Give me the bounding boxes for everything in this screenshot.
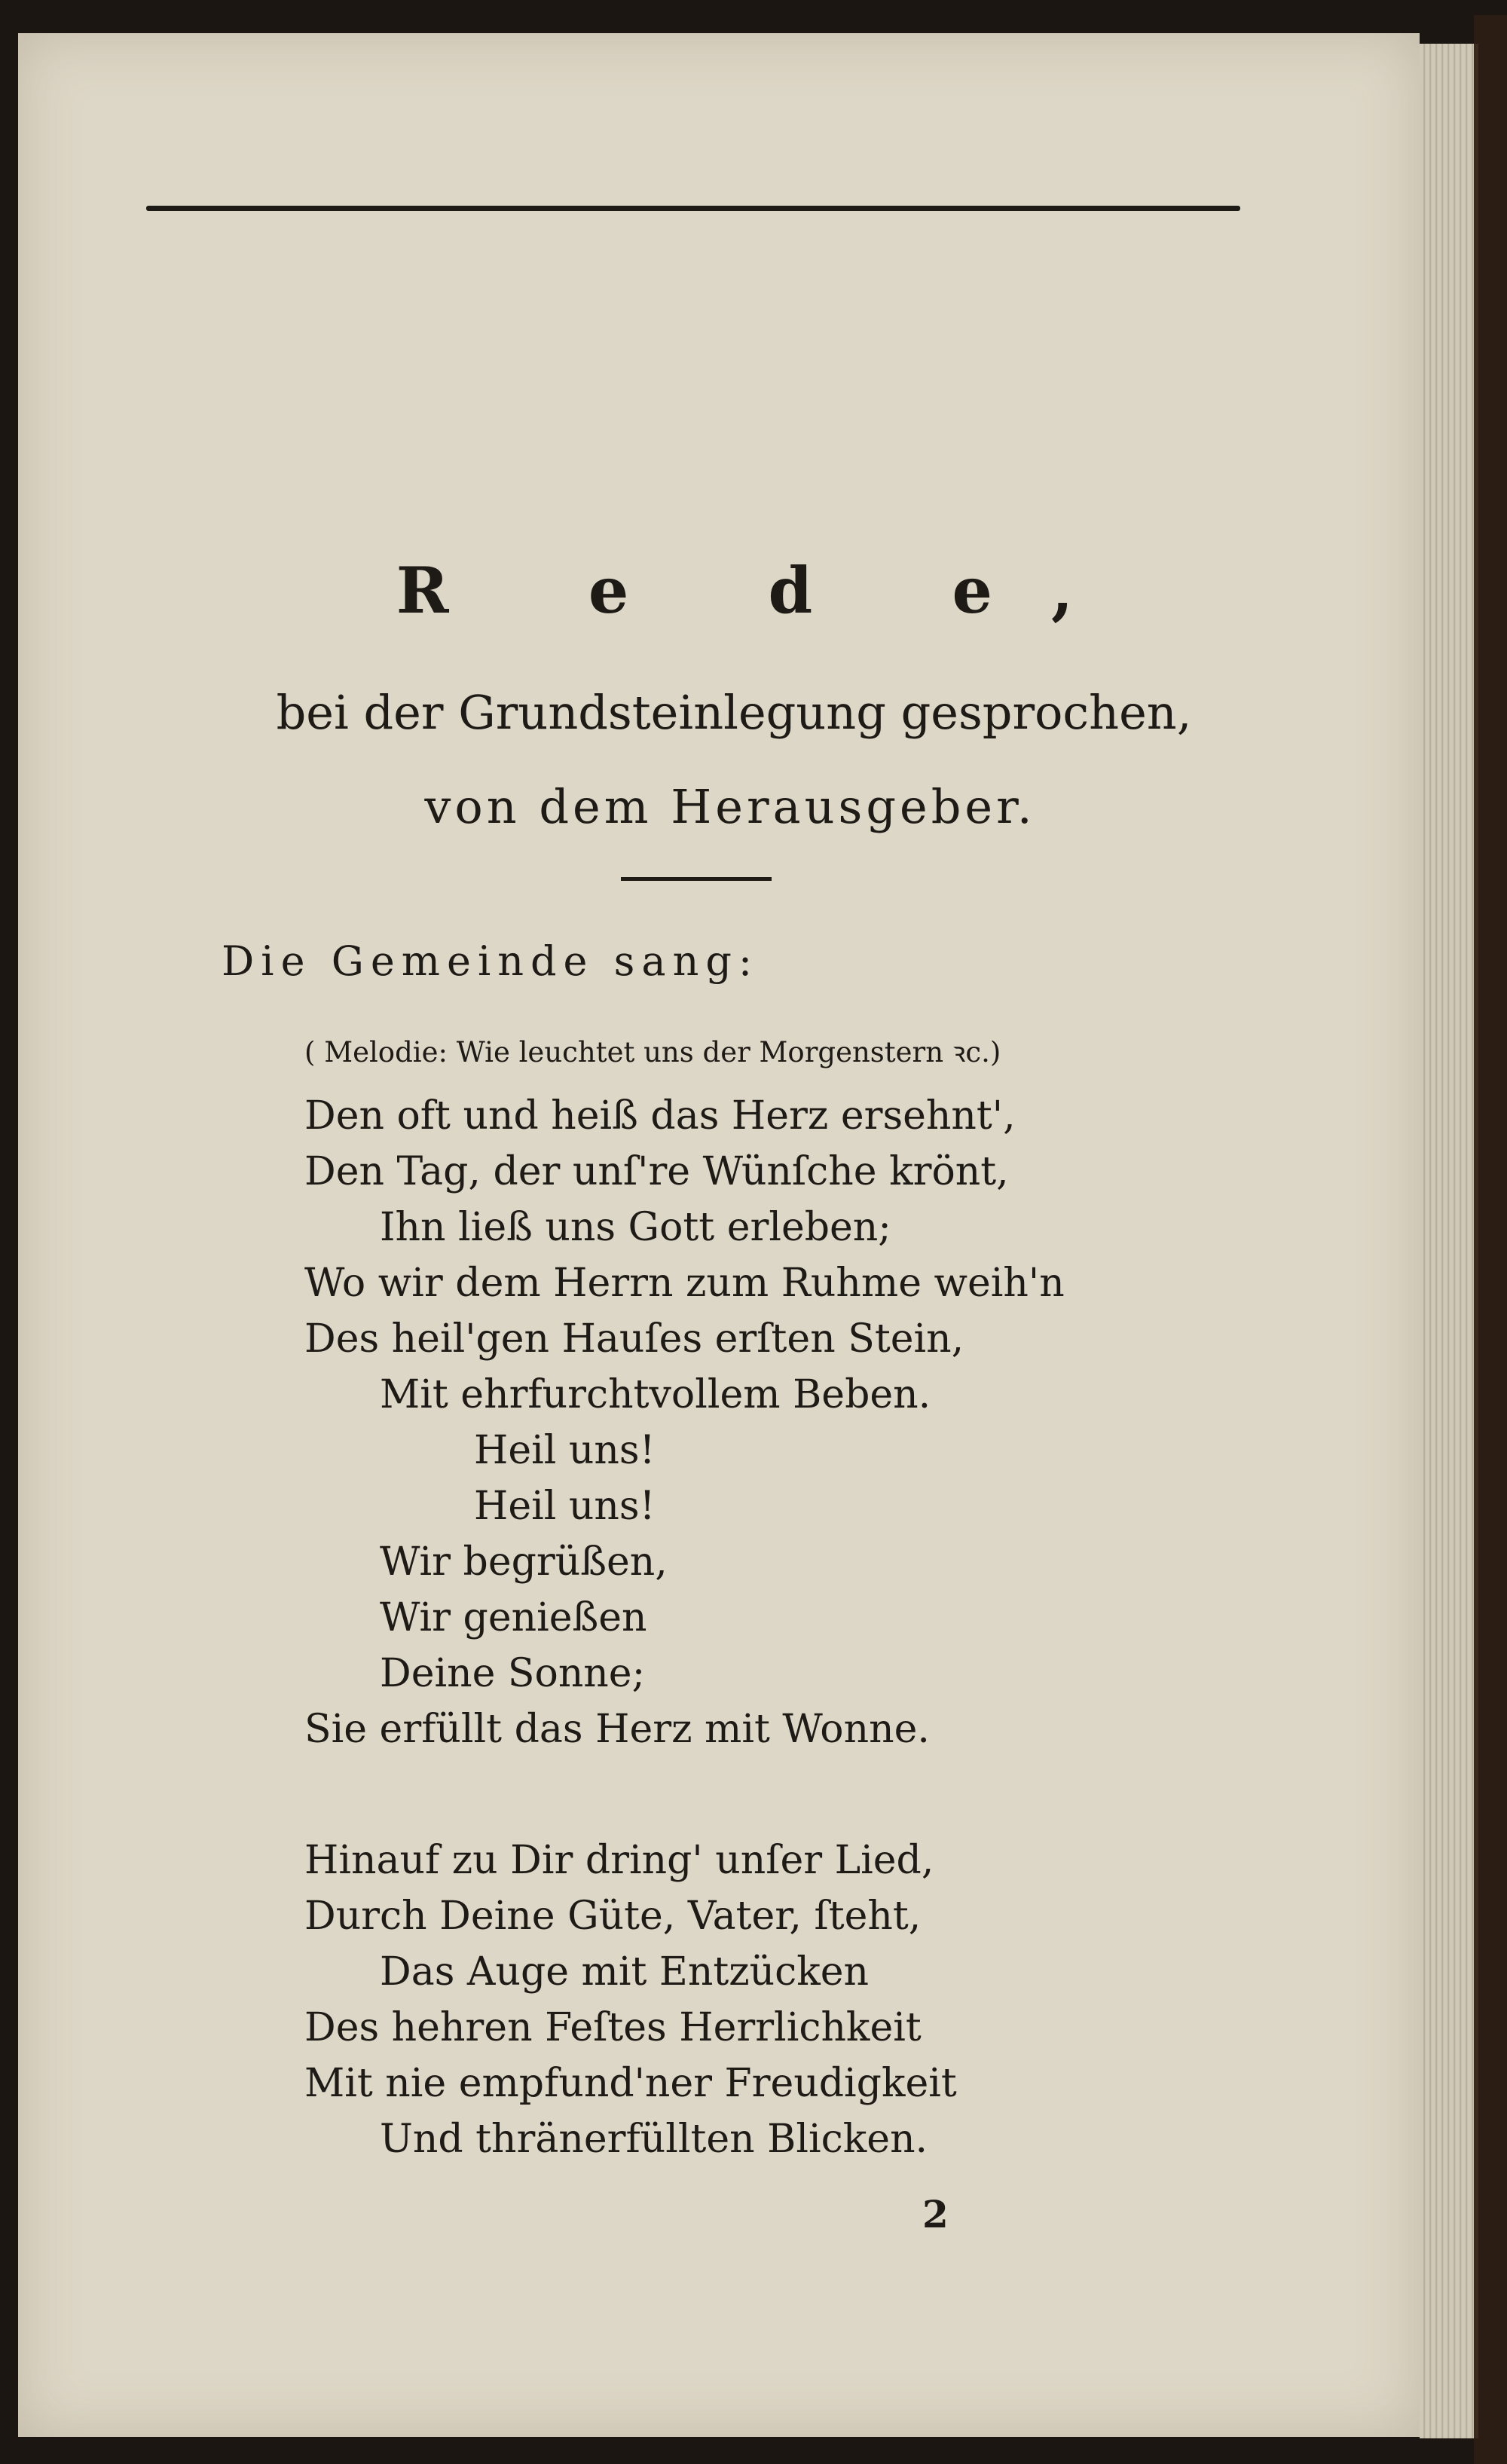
header-rule (146, 206, 1240, 211)
verse-line: Des heil'gen Hauſes erſten Stein, (304, 1316, 964, 1362)
subtitle-line-1: bei der Grundsteinlegung gesprochen, (276, 685, 1192, 740)
verse-line: Mit nie empfund'ner Freudigkeit (304, 2061, 957, 2106)
verse-line: Das Auge mit Entzücken (380, 1949, 870, 1995)
verse-line: Deine Sonne; (380, 1651, 646, 1696)
verse-line: Hinauf zu Dir dring' unſer Lied, (304, 1838, 934, 1883)
verse-line: Des hehren Feſtes Herrlichkeit (304, 2005, 922, 2050)
page-edges (1420, 44, 1478, 2438)
verse-line: Heil uns! (474, 1428, 656, 1473)
page-number: 2 (922, 2192, 949, 2236)
book-page (18, 33, 1420, 2437)
page-title: R e d e, (396, 553, 1133, 628)
section-divider (621, 877, 772, 881)
subtitle-line-2: von dem Herausgeber. (424, 779, 1036, 834)
verse-line: Mit ehrfurchtvollem Beben. (380, 1372, 931, 1417)
intro-line: Die Gemeinde sang: (222, 937, 760, 985)
melody-note: ( Melodie: Wie leuchtet uns der Morgenstern ꝛc.) (304, 1036, 1001, 1068)
verse-line: Den oft und heiß das Herz ersehnt', (304, 1093, 1016, 1139)
verse-line: Sie erfüllt das Herz mit Wonne. (304, 1707, 930, 1752)
book-cover-edge (1474, 15, 1507, 2464)
verse-line: Wir genießen (380, 1595, 647, 1640)
verse-line: Wo wir dem Herrn zum Ruhme weih'n (304, 1261, 1065, 1306)
verse-line: Und thränerfüllten Blicken. (380, 2117, 928, 2162)
verse-line: Durch Deine Güte, Vater, ſteht, (304, 1894, 922, 1939)
verse-line: Ihn ließ uns Gott erleben; (380, 1205, 891, 1250)
verse-line: Heil uns! (474, 1484, 656, 1529)
verse-line: Den Tag, der unſ're Wünſche krönt, (304, 1149, 1009, 1194)
verse-line: Wir begrüßen, (380, 1539, 668, 1585)
